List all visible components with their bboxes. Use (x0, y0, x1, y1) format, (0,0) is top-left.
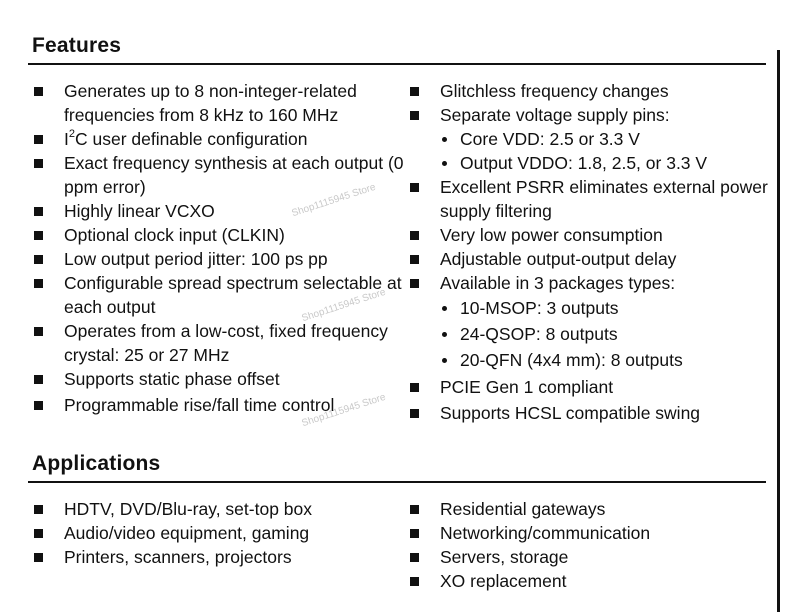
applications-divider (28, 481, 766, 483)
applications-heading: Applications (32, 452, 161, 475)
feature-text: Excellent PSRR eliminates external power supply filtering (440, 177, 768, 221)
application-text: Servers, storage (440, 547, 569, 567)
application-item (34, 497, 406, 521)
feature-item (410, 375, 770, 399)
feature-subitem (440, 322, 770, 346)
applications-left-list (34, 497, 406, 569)
feature-text: Glitchless frequency changes (440, 81, 669, 101)
feature-item (410, 401, 770, 425)
feature-subitem (440, 348, 770, 372)
watermark-text: Shop1115945 Store (300, 286, 388, 325)
applications-right-list (410, 497, 770, 593)
feature-item (34, 247, 406, 271)
application-text: HDTV, DVD/Blu-ray, set-top box (64, 499, 312, 519)
application-text: Networking/communication (440, 523, 651, 543)
feature-subtext: 20-QFN (4x4 mm): 8 outputs (460, 350, 683, 370)
feature-subitem (440, 127, 770, 151)
features-right-list (410, 79, 770, 425)
feature-text: C user definable configuration (75, 129, 308, 149)
application-item (410, 497, 770, 521)
feature-subtext: 10-MSOP: 3 outputs (460, 298, 619, 318)
feature-text: Supports static phase offset (64, 369, 280, 389)
feature-text: Operates from a low-cost, fixed frequency crystal: 25 or 27 MHz (64, 321, 388, 365)
feature-text: Configurable spread spectrum selectable at each output (64, 273, 402, 317)
features-divider (28, 63, 766, 65)
application-item (410, 569, 770, 593)
feature-text: Exact frequency synthesis at each output (0 ppm error) (64, 153, 404, 197)
feature-text: Adjustable output-output delay (440, 249, 677, 269)
feature-text: Available in 3 packages types: (440, 273, 676, 293)
feature-text: Low output period jitter: 100 ps pp (64, 249, 328, 269)
feature-subtext: 24-QSOP: 8 outputs (460, 324, 618, 344)
feature-item (410, 79, 770, 103)
application-text: Printers, scanners, projectors (64, 547, 292, 567)
feature-text: Generates up to 8 non-integer-related frequencies from 8 kHz to 160 MHz (64, 81, 357, 125)
feature-subtext: Core VDD: 2.5 or 3.3 V (460, 129, 640, 149)
feature-item (410, 247, 770, 271)
superscript: 2 (68, 128, 75, 141)
watermark-text: Shop1115945 Store (290, 181, 378, 220)
feature-item (34, 367, 406, 391)
application-item (34, 545, 406, 569)
feature-text: I (64, 129, 69, 149)
feature-item (34, 199, 406, 223)
features-heading: Features (32, 34, 122, 57)
feature-item (410, 271, 770, 295)
feature-subitem (440, 296, 770, 320)
feature-text: Separate voltage supply pins: (440, 105, 670, 125)
watermark-text: Shop1115945 Store (300, 391, 388, 430)
feature-text: Programmable rise/fall time control (64, 395, 335, 415)
feature-text: Very low power consumption (440, 225, 663, 245)
application-item (410, 521, 770, 545)
application-text: XO replacement (440, 571, 567, 591)
feature-subtext: Output VDDO: 1.8, 2.5, or 3.3 V (460, 153, 708, 173)
application-item (34, 521, 406, 545)
feature-text: Optional clock input (CLKIN) (64, 225, 285, 245)
feature-item (34, 223, 406, 247)
feature-item (34, 127, 406, 151)
feature-text: PCIE Gen 1 compliant (440, 377, 614, 397)
application-text: Audio/video equipment, gaming (64, 523, 310, 543)
feature-item (410, 175, 770, 223)
feature-text: Supports HCSL compatible swing (440, 403, 701, 423)
feature-item (410, 103, 770, 127)
feature-item (410, 223, 770, 247)
application-item (410, 545, 770, 569)
feature-subitem (440, 151, 770, 175)
feature-item (34, 271, 406, 319)
application-text: Residential gateways (440, 499, 606, 519)
feature-text: Highly linear VCXO (64, 201, 215, 221)
page-edge-line (777, 50, 780, 612)
feature-item (34, 79, 406, 127)
features-left-list (34, 79, 406, 417)
feature-item (34, 319, 406, 367)
